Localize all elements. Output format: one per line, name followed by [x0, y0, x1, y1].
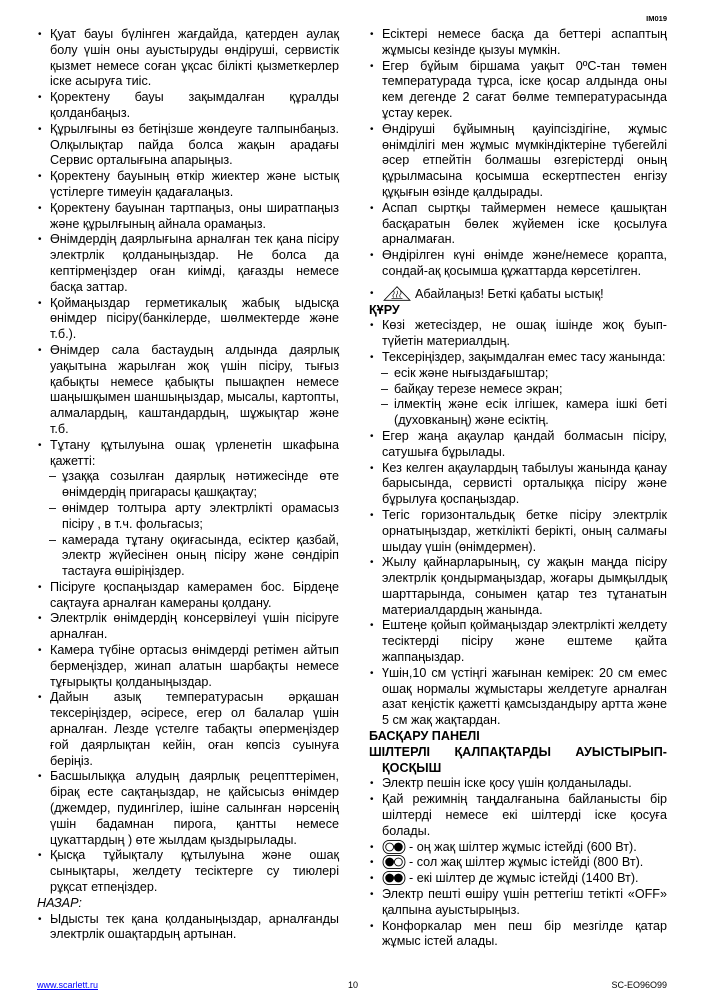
sub-list-item — [369, 366, 667, 382]
list-item — [369, 59, 667, 122]
item-text: Ыдысты тек қана қолданыңыздар, арналғанды электрлік ошақтардың артынан. — [50, 911, 339, 942]
list-item — [37, 296, 339, 343]
list-item — [37, 201, 339, 233]
item-text: Қоректену бауынан тартпаңыз, оны ширатпаңыз және құрылғының айнала орамаңыз. — [50, 200, 339, 231]
item-text: Құрылғыны өз бетіңізше жөндеуге талпынбаңыз. Олқылықтар пайда болса жақын арадағы Сервис орталығына апарыңыз. — [50, 121, 339, 168]
sub-list-item — [37, 469, 339, 501]
list-item — [37, 643, 339, 690]
list-item — [37, 611, 339, 643]
item-text: Жылу қайнарларының, су жақын маңда пісіру электрлік қондырмаңыздар, жоғары дымқылдық шарттарында, сонымен қатар тез тұтанатын материалдардың жанында. — [382, 555, 667, 617]
item-text: Қоректену бауының өткір жиектер және ыстық үстілерге тимеуін қадағалаңыз. — [50, 169, 339, 199]
item-text: Пісіруге қоспаңыздар камерамен бос. Бірдеңе сақтауға арналған камераны қолдану. — [50, 579, 339, 610]
list-item — [37, 580, 339, 612]
item-text: есік және нығыздағыштар; — [394, 365, 549, 380]
list-item — [37, 912, 339, 944]
list-item — [37, 27, 339, 90]
item-text: Үшін,10 см үстіңгі жағынан кемірек: 20 см емес ошақ нормалы жұмыстары желдетуге арналған азат кеңістік қажетті қамсыздандыру артта және 5 см жақ жақтардан. — [382, 665, 667, 728]
item-text: Көзі жетесіздер, не ошақ ішінде жоқ буып-түйетін материалдың. — [382, 318, 667, 349]
item-text: ілмектің және есік ілгішек, камера ішкі беті (духовканың) және есіктің. — [394, 397, 667, 428]
item-text: камерада тұтану оқиғасында, есіктер қазбай, электр жүйесінен оның пісіру және сөндіріп тастауға өшіріңіздер. — [62, 532, 339, 579]
website-link[interactable]: www.scarlett.ru — [37, 980, 99, 990]
hot-surface-icon — [382, 286, 412, 301]
list-item — [369, 919, 667, 951]
item-text: Есіктері немесе басқа да беттері аспаптың жұмысы кезінде қызуы мүмкін. — [382, 27, 667, 57]
model-number: SC-EO96O99 — [611, 980, 667, 990]
list-item — [369, 286, 667, 303]
list-item — [369, 248, 667, 280]
note-label — [37, 896, 339, 912]
item-text: Конфоркалар мен пеш бір мезгілде қатар жұмыс істей алады. — [382, 918, 667, 949]
list-item — [37, 122, 339, 169]
list-item — [37, 690, 339, 769]
item-text: Егер бұйым біршама уақыт 0ºC-тан төмен температурада тұрса, іске қосар алдында оны кем дегенде 2 сағат бөлме температурасында ұстау керек. — [382, 58, 667, 120]
item-text: Егер жаңа ақаулар қандай болмасын пісіру, сатушыға бұрылады. — [382, 428, 667, 459]
item-text: БАСҚАРУ ПАНЕЛІ — [369, 729, 480, 744]
item-text: - екі шілтер де жұмыс істейді (1400 Вт). — [409, 871, 639, 886]
list-item — [369, 855, 667, 871]
list-item — [37, 90, 339, 122]
item-text: Кез келген ақаулардың табылуы жанында қанау барысында, сервисті орталыққа пісіру және бұрылуға қоспаңыздар. — [382, 460, 667, 507]
list-item — [37, 343, 339, 438]
list-item — [369, 840, 667, 856]
right-column — [369, 27, 667, 950]
section-heading — [369, 729, 667, 745]
item-text: Дайын азық температурасын әрқашан тексеріңіздер, әсіресе, егер ол балалар үшін арналған. Лезде үстелге табақты әпермеңіздер ғой даярлықтан кейін, оған көпсіз суынуға беріңіз. — [50, 690, 339, 768]
list-item — [369, 792, 667, 839]
item-text: ұзаққа созылған даярлық нәтижесінде өте өнімдердің пригарасы қашқақтау; — [62, 469, 339, 500]
list-item — [37, 169, 339, 201]
list-item — [37, 769, 339, 848]
item-text: Қоректену бауы зақымдалған құралды қолданбаңыз. — [50, 90, 339, 120]
burner-both-icon — [382, 871, 406, 885]
list-item — [37, 438, 339, 470]
item-text: Электр пешті өшіру үшін реттегіш тетікті «OFF» қалпына ауыстырыңыз. — [382, 887, 667, 917]
list-item — [369, 201, 667, 248]
item-text: Қай режимнің таңдалғанына байланысты бір шілтерді немесе екі шілтерді іске қосуға болады. — [382, 792, 667, 838]
list-item — [369, 555, 667, 618]
item-text: Электр пешін іске қосу үшін қолданылады. — [382, 776, 632, 791]
item-text: ҚҰРУ — [369, 302, 400, 317]
item-text: Өндірілген күні өнімде және/немесе қорапта, сондай-ақ қосымша құжаттарда көрсетілген. — [382, 248, 667, 278]
item-text: НАЗАР: — [37, 895, 82, 910]
section-heading — [369, 745, 667, 777]
list-item — [369, 350, 667, 366]
sub-list-item — [37, 501, 339, 533]
item-text: Электрлік өнімдердің консервілеуі үшін пісіруге арналған. — [50, 611, 339, 642]
list-item — [369, 666, 667, 729]
burner-right-icon — [382, 840, 406, 854]
item-text: - оң жақ шілтер жұмыс істейді (600 Вт). — [409, 839, 637, 854]
item-text: Қуат бауы бүлінген жағдайда, қатерден аулақ болу үшін оны ауыстыруды өндіруші, сервистік қызмет немесе соған ұқсас білікті қызметкерлер іске асыруға тиіс. — [50, 27, 339, 89]
left-column — [37, 27, 339, 943]
sub-list-item — [369, 397, 667, 429]
item-text: Өнімдердің даярлығына арналған тек қана пісіру электрлік қолданыңыздар. Не болса да кептірмеңіздер оған киімді, қағазды немесе басқа заттар. — [50, 232, 339, 294]
list-item — [369, 618, 667, 665]
burner-left-icon — [382, 855, 406, 869]
list-item — [369, 318, 667, 350]
item-text: Қоймаңыздар герметикалық жабық ыдысқа өнімдер пісіру(банкілерде, шөлмектерде және т.б.). — [50, 295, 339, 342]
item-text: Қысқа тұйықталу құтылуына және ошақ сынықтары, желдету тесіктерге су тиюлері рұқсат етпеңіздер. — [50, 848, 339, 895]
list-item — [369, 461, 667, 508]
item-text: Аспап сыртқы таймермен немесе қашықтан басқаратын бөлек жүйемен іске қосылуға арналмаған. — [382, 200, 667, 247]
item-text: Өндіруші бұйымның қауіпсіздігіне, жұмыс өнімділігі мен жұмыс мүмкіндіктеріне түбегейлі әсер етпейтін болмашы өзгерістерді оның құрылмасына қосымша ескертпестен енгізу құқығын өзінде қалдырады. — [382, 121, 667, 199]
list-item — [37, 848, 339, 895]
sub-list-item — [369, 382, 667, 398]
sub-list-item — [37, 533, 339, 580]
item-text: Камера түбіне ортасыз өнімдерді ретімен айтып бермеңіздер, жинап алатын шарбақты немесе тұғырықты қолданыңыздар. — [50, 643, 339, 689]
list-item — [369, 776, 667, 792]
page-number: 10 — [347, 980, 358, 990]
list-item — [369, 429, 667, 461]
item-text: ШІЛТЕРЛІ ҚАЛПАҚТАРДЫ АУЫСТЫРЫП-ҚОСҚЫШ — [369, 744, 667, 775]
item-text: Басшылыққа алудың даярлық рецепттерімен, бірақ есте сақтаңыздар, не қайсысыз өнімдер (джемдер, пудингілер, ішіне салынған нәрсенің үшін бадамнан пирога, қантты немесе цукаттардың ) өте жылдам қыздырылады. — [50, 769, 339, 847]
item-text: Тексеріңіздер, зақымдалған емес тасу жанында: — [382, 349, 666, 364]
item-text: Өнімдер сала бастаудың алдында даярлық уақытына жарылған жоқ үшін пісіру, тығыз қабықты немесе қабықты пышақпен немесе шаңышқымен шаншыңыздар, мысалы, картопты, алмалардың, каштандардың, шұжықтар және т.б. — [50, 342, 339, 436]
list-item — [369, 871, 667, 887]
item-text: Ештеңе қойып қоймаңыздар электрлікті желдету тесіктерді пісіру және ештеме қайта жаппаңыздар. — [382, 618, 667, 665]
list-item — [37, 232, 339, 295]
list-item — [369, 508, 667, 555]
item-text: өнімдер толтыра арту электрлікті орамасыз пісіру , в т.ч. фольгасыз; — [62, 500, 339, 531]
list-item — [369, 122, 667, 201]
list-item — [369, 27, 667, 59]
item-text: Тегіс горизонтальдық бетке пісіру электрлік орнатыңыздар, жеткілікті берікті, оның салмағы шыдау үшін (өнімдермен). — [382, 507, 667, 554]
item-text: байқау терезе немесе экран; — [394, 381, 563, 396]
document-code: IM019 — [646, 14, 667, 23]
item-text: Тұтану құтылуына ошақ үрленетін шкафына қажетті: — [50, 437, 339, 468]
item-text: - сол жақ шілтер жұмыс істейді (800 Вт). — [409, 855, 644, 870]
list-item — [369, 887, 667, 919]
section-heading — [369, 303, 667, 319]
item-text: Абайлаңыз! Беткі қабаты ыстық! — [415, 286, 604, 301]
